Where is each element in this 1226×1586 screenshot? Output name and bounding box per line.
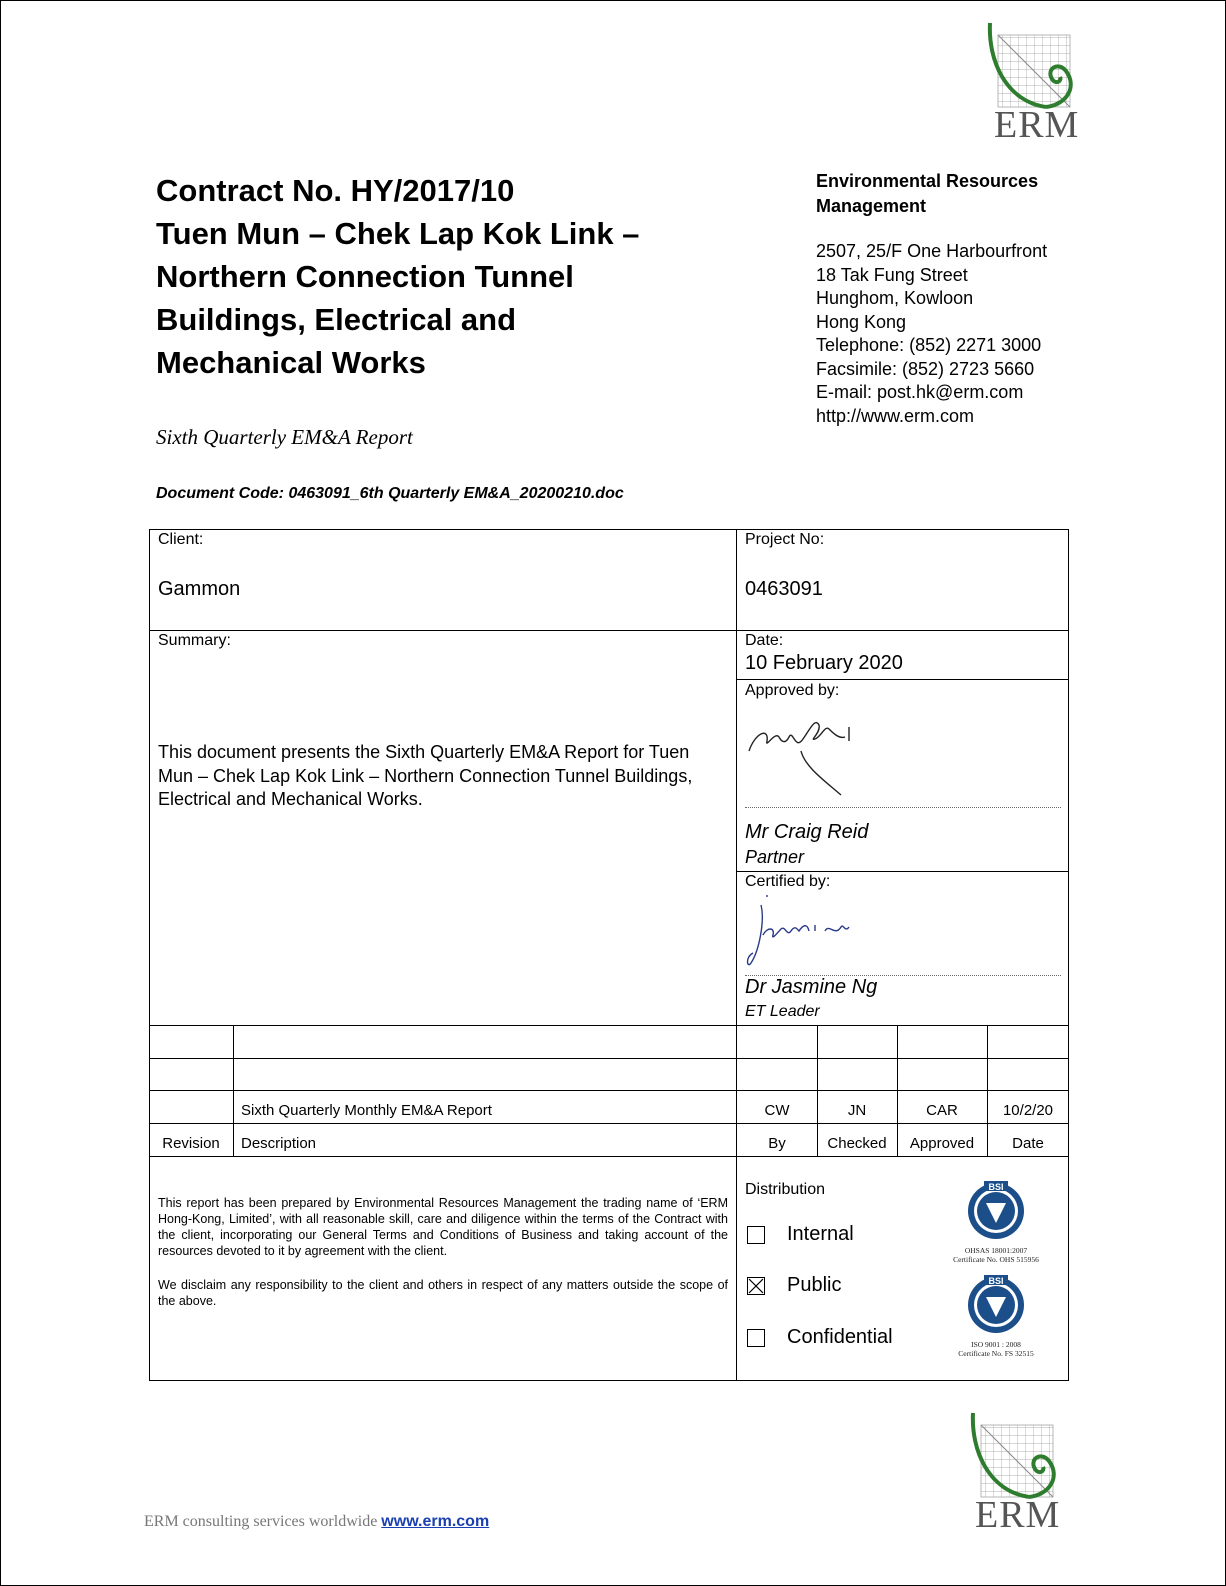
table-divider	[149, 1058, 1069, 1059]
address-facsimile: Facsimile: (852) 2723 5660	[816, 358, 1035, 379]
revision-date: 10/2/20	[1002, 1102, 1054, 1119]
client-label: Client:	[158, 531, 204, 548]
bsi-badge-text: BSI	[988, 1276, 1004, 1286]
table-col-divider	[233, 1025, 234, 1156]
title-line: Northern Connection Tunnel	[156, 259, 574, 294]
cert-line: Certificate No. FS 32515	[958, 1349, 1034, 1358]
organization-name	[816, 169, 1116, 219]
title-line: Mechanical Works	[156, 345, 426, 380]
cert-line: OHSAS 18001:2007	[964, 1246, 1028, 1255]
table-divider	[149, 1090, 1069, 1091]
erm-logo-graphic	[986, 21, 1081, 113]
approved-label: Approved by:	[745, 682, 840, 699]
approver-role: Partner	[745, 847, 805, 867]
signature-line	[745, 807, 1061, 808]
title-line: Buildings, Electrical and	[156, 302, 517, 337]
document-code: Document Code: 0463091_6th Quarterly EM&A_20200210.doc	[156, 485, 624, 502]
address-line: 18 Tak Fung Street	[816, 264, 968, 285]
cert-line: Certificate No. OHS 515956	[953, 1255, 1039, 1264]
cert-line: ISO 9001 : 2008	[971, 1340, 1021, 1349]
table-divider	[149, 1025, 1069, 1026]
header-revision: Revision	[162, 1135, 220, 1152]
checkbox-cross-icon	[748, 1278, 764, 1294]
internal-checkbox[interactable]	[747, 1226, 765, 1244]
form-divider	[736, 529, 737, 1381]
erm-logo-graphic	[969, 1411, 1064, 1503]
report-subtitle: Sixth Quarterly EM&A Report	[156, 425, 413, 449]
public-label: Public	[787, 1274, 842, 1296]
revision-by: CW	[764, 1102, 790, 1119]
header-by: By	[768, 1135, 786, 1152]
erm-logo-text: ERM	[975, 1494, 1061, 1536]
certifier-role: ET Leader	[745, 1003, 820, 1020]
address-line: 2507, 25/F One Harbourfront	[816, 241, 1048, 261]
header-date: Date	[1012, 1135, 1044, 1152]
distribution-label: Distribution	[745, 1181, 826, 1198]
approver-name: Mr Craig Reid	[745, 821, 869, 843]
address-telephone: Telephone: (852) 2271 3000	[816, 335, 1042, 355]
org-name-line: Environmental Resources	[816, 171, 1039, 191]
internal-label: Internal	[787, 1223, 854, 1245]
certified-label: Certified by:	[745, 873, 831, 890]
footer-text: ERM consulting services worldwide	[144, 1513, 378, 1530]
document-title	[156, 169, 756, 384]
address-website: http://www.erm.com	[816, 405, 975, 426]
certifier-signature	[745, 891, 875, 976]
title-line: Tuen Mun – Chek Lap Kok Link –	[156, 216, 640, 251]
erm-logo-text: ERM	[994, 104, 1080, 146]
revision-approved: CAR	[926, 1102, 958, 1119]
revision-description: Sixth Quarterly Monthly EM&A Report	[241, 1102, 492, 1119]
table-divider	[149, 1123, 1069, 1124]
org-name-line: Management	[816, 196, 927, 216]
address-email: E-mail: post.hk@erm.com	[816, 382, 1024, 402]
row-divider	[736, 871, 1069, 872]
confidential-label: Confidential	[787, 1326, 893, 1348]
project-label: Project No:	[745, 531, 825, 548]
certifier-name: Dr Jasmine Ng	[745, 976, 878, 998]
address-line: Hunghom, Kowloon	[816, 288, 974, 308]
bsi-badge-text: BSI	[988, 1182, 1004, 1192]
bsi-cert-badge	[941, 1179, 1051, 1264]
revision-checked: JN	[847, 1102, 867, 1119]
header-checked: Checked	[827, 1135, 887, 1152]
row-divider	[149, 630, 1069, 631]
header-description: Description	[241, 1135, 317, 1152]
disclaimer-paragraph: We disclaim any responsibility to the client and others in respect of any matters outside the scope of the above.	[158, 1278, 728, 1308]
public-checkbox[interactable]	[747, 1277, 765, 1295]
approver-signature	[745, 711, 885, 806]
bsi-kitemark-icon	[941, 1273, 1051, 1335]
address-line: Hong Kong	[816, 311, 907, 332]
date-label: Date:	[745, 632, 784, 649]
title-line: Contract No. HY/2017/10	[156, 173, 515, 208]
erm-logo-bottom	[969, 1411, 1064, 1541]
confidential-checkbox[interactable]	[747, 1329, 765, 1347]
header-approved: Approved	[909, 1135, 975, 1152]
organization-address	[816, 240, 1047, 428]
row-divider	[736, 679, 1069, 680]
footer-link[interactable]: www.erm.com	[381, 1513, 490, 1530]
table-divider	[149, 1156, 1069, 1157]
bsi-kitemark-icon	[941, 1179, 1051, 1241]
client-value: Gammon	[158, 578, 241, 600]
erm-logo-top	[986, 21, 1081, 146]
disclaimer-paragraph: This report has been prepared by Environmental Resources Management the trading name of ‘ERM Hong-Kong, Limited’, with all reasonable skill, care and diligence within the terms of the Contract with the client, incorporating our General Terms and Conditions of Business and taking account of the resources devoted to it by agreement with the client.	[158, 1196, 728, 1258]
date-value: 10 February 2020	[745, 652, 903, 674]
summary-label: Summary:	[158, 632, 231, 649]
bsi-cert-badge	[941, 1273, 1051, 1358]
project-value: 0463091	[745, 578, 823, 600]
summary-text: This document presents the Sixth Quarterly EM&A Report for Tuen Mun – Chek Lap Kok Link – Northern Connection Tunnel Buildings, Electrical and Mechanical Works.	[158, 742, 693, 809]
footer	[144, 1513, 489, 1531]
